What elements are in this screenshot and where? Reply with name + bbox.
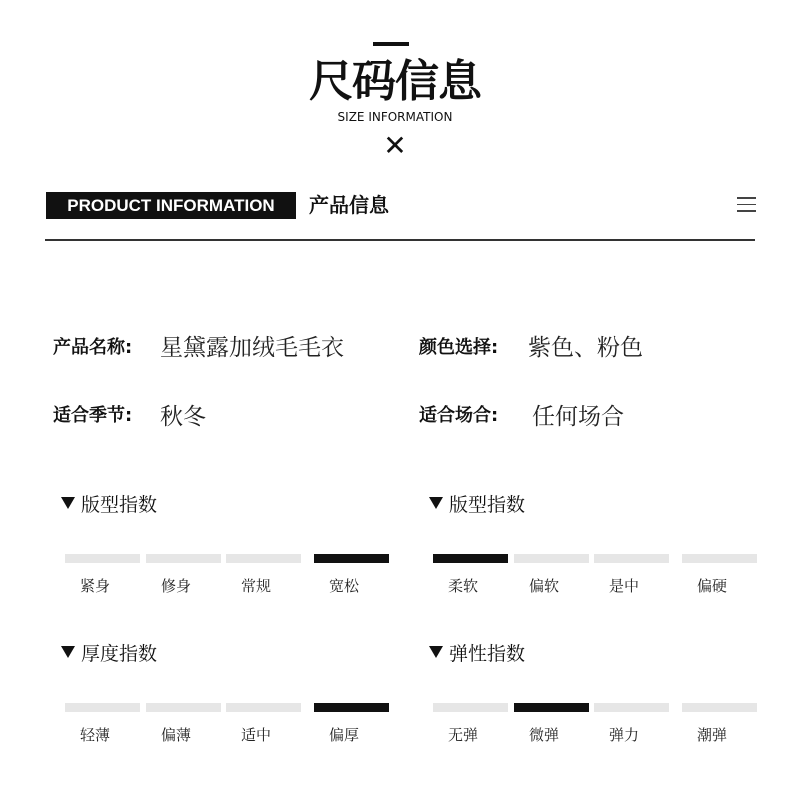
season-value: 秋冬 bbox=[160, 404, 206, 430]
scale-option-label: 偏厚 bbox=[328, 726, 359, 744]
scale-option-label: 微弹 bbox=[528, 726, 559, 744]
scale-option-label: 适中 bbox=[240, 726, 271, 744]
scale-segment bbox=[594, 703, 669, 712]
scale-option-label: 紧身 bbox=[79, 577, 110, 595]
scale-segment bbox=[682, 703, 757, 712]
softness-index-title bbox=[429, 492, 525, 518]
color-value: 紫色、粉色 bbox=[528, 335, 643, 361]
index-title-text: 版型指数 bbox=[81, 494, 158, 516]
index-title-text: 版型指数 bbox=[449, 494, 526, 516]
scale-option-label: 常规 bbox=[240, 577, 271, 595]
scale-option-label: 无弹 bbox=[447, 726, 478, 744]
index-title-text: 弹性指数 bbox=[449, 643, 526, 665]
elasticity-index-scale bbox=[0, 703, 790, 743]
scale-option-label: 柔软 bbox=[447, 577, 478, 595]
product-name-value: 星黛露加绒毛毛衣 bbox=[160, 335, 344, 361]
close-icon: ✕ bbox=[383, 129, 407, 162]
product-information-label: PRODUCT INFORMATION bbox=[46, 192, 296, 219]
index-title-text: 厚度指数 bbox=[81, 643, 158, 665]
scale-option-label: 潮弹 bbox=[696, 726, 727, 744]
divider bbox=[45, 239, 755, 241]
triangle-down-icon bbox=[429, 497, 443, 509]
scale-option-label: 偏薄 bbox=[160, 726, 191, 744]
scale-segment-selected bbox=[514, 703, 589, 712]
occasion-value: 任何场合 bbox=[532, 404, 624, 430]
scale-option-label: 轻薄 bbox=[79, 726, 110, 744]
product-name-label: 产品名称: bbox=[53, 337, 133, 358]
scale-segment bbox=[514, 554, 589, 563]
page-subtitle: SIZE INFORMATION bbox=[337, 110, 453, 124]
softness-index-scale bbox=[0, 554, 790, 594]
scale-option-label: 修身 bbox=[160, 577, 191, 595]
page-title: 尺码信息 bbox=[309, 56, 481, 107]
color-label: 颜色选择: bbox=[419, 337, 499, 358]
triangle-down-icon bbox=[61, 646, 75, 658]
scale-option-label: 偏硬 bbox=[696, 577, 727, 595]
scale-segment bbox=[433, 703, 508, 712]
elasticity-index-title bbox=[429, 641, 525, 667]
scale-option-label: 是中 bbox=[608, 577, 639, 595]
scale-option-label: 弹力 bbox=[608, 726, 639, 744]
scale-option-label: 偏软 bbox=[528, 577, 559, 595]
scale-segment bbox=[682, 554, 757, 563]
season-label: 适合季节: bbox=[53, 405, 133, 426]
occasion-label: 适合场合: bbox=[419, 405, 499, 426]
fit-index-title bbox=[61, 492, 157, 518]
title-top-bar bbox=[373, 42, 409, 46]
thickness-index-title bbox=[61, 641, 157, 667]
scale-option-label: 宽松 bbox=[328, 577, 359, 595]
scale-segment-selected bbox=[433, 554, 508, 563]
product-information-cn: 产品信息 bbox=[309, 193, 389, 217]
triangle-down-icon bbox=[61, 497, 75, 509]
menu-icon[interactable] bbox=[737, 197, 756, 212]
triangle-down-icon bbox=[429, 646, 443, 658]
scale-segment bbox=[594, 554, 669, 563]
